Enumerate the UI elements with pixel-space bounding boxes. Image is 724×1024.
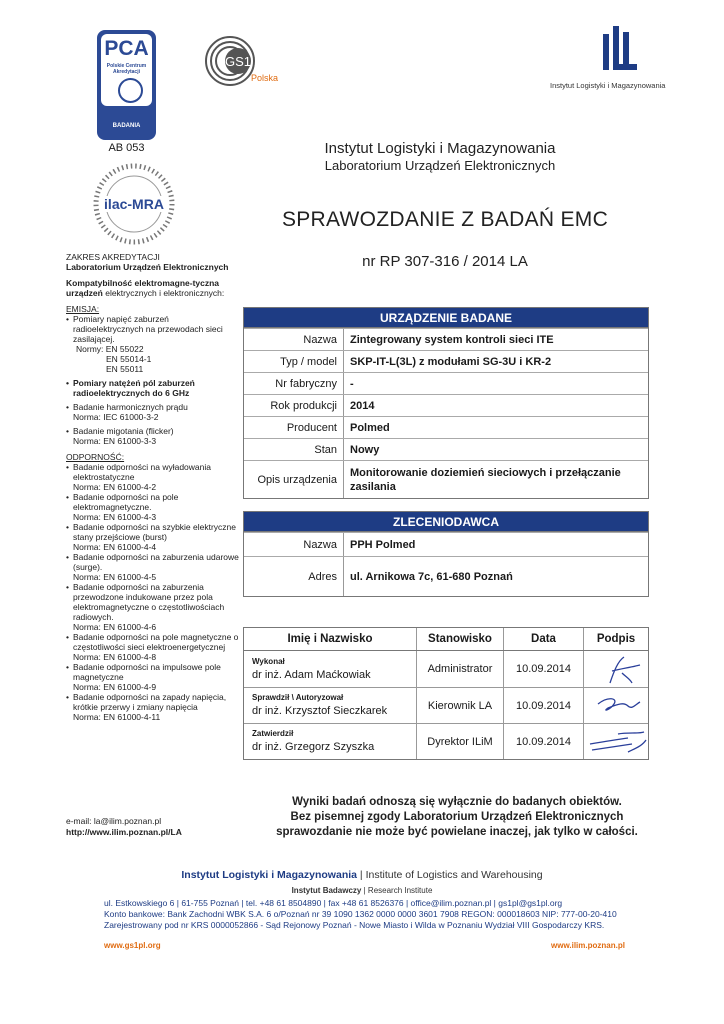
scope-compat [66,278,241,298]
row-label: Producent [244,417,344,438]
pca-badania: BADANIA [112,123,141,129]
role-label: Zatwierdził [252,729,294,738]
table-row [244,350,648,372]
person-cell [244,688,417,723]
list-item [66,426,241,446]
date-cell: 10.09.2014 [504,724,584,759]
immunity-list [66,462,241,722]
norm: Norma: EN 61000-3-3 [73,436,157,446]
footer-address: ul. Estkowskiego 6 | 61-755 Poznań | tel. +48 61 8504890 | fax +48 61 8526376 | office@ilim.poznan.pl | gs1pl@gs1pl.org [104,898,563,908]
note-line: Wyniki badań odnoszą się wyłącznie do badanych obiektów. [292,796,622,808]
header-name: Imię i Nazwisko [244,628,417,650]
scope-compat-bold: Kompatybilność elektromagne-tyczna urządzeń [66,278,220,298]
footer-separator: | [363,886,368,895]
row-value: Nowy [350,443,380,456]
footer-details [104,898,664,931]
list-item [66,552,241,582]
gs1-logo-icon [204,33,264,93]
report-number: nr RP 307-316 / 2014 LA [362,253,528,270]
table-row [244,394,648,416]
device-band: URZĄDZENIE BADANE [244,308,648,328]
footer-type [0,886,724,895]
signature-icon [588,726,648,758]
list-item [66,462,241,492]
immunity-heading: ODPORNOŚĆ: [66,452,125,462]
pca-text: PCA [104,37,149,60]
list-item [66,522,241,552]
row-value: Zintegrowany system kontroli sieci ITE [350,333,554,346]
immunity-item-text: • Badanie odporności na zaburzenia udarowe (surge). [73,552,239,572]
row-label: Adres [244,557,344,596]
header-position: Stanowisko [417,628,504,650]
norm: EN 55014-1 [106,354,152,364]
row-label: Nr fabryczny [244,373,344,394]
table-row [244,460,648,498]
gs1-polska: Polska [251,73,279,83]
signatures-table [243,627,649,760]
ilac-mra-logo-icon [92,162,176,246]
emission-heading: EMISJA: [66,304,100,314]
footer-separator: | [359,869,366,881]
norm: Norma: EN 61000-4-8 [73,652,157,662]
header-date: Data [504,628,584,650]
scope-lab: Laboratorium Urządzeń Elektronicznych [66,262,229,272]
list-item [66,582,241,632]
role-label: Sprawdził \ Autoryzował [252,693,344,702]
row-value: ul. Arnikowa 7c, 61-680 Poznań [350,570,513,583]
list-item [66,692,241,722]
footer-ilim-link[interactable]: www.ilim.poznan.pl [551,941,625,950]
ilim-caption: Instytut Logistyki i Magazynowania [550,81,666,90]
emission-item-text: • Pomiary natężeń pól zaburzeń radioelektrycznych do 6 GHz [73,378,195,398]
list-item [66,492,241,522]
role-label: Wykonał [252,656,285,666]
immunity-item-text: • Badanie odporności na szybkie elektryczne stany przejściowe (burst) [73,522,237,542]
table-row [244,438,648,460]
position-cell: Kierownik LA [417,688,504,723]
footer-institute-en: Institute of Logistics and Warehousing [365,869,543,881]
website-link[interactable]: http://www.ilim.poznan.pl/LA [66,827,182,837]
table-row [244,687,648,723]
row-label: Stan [244,439,344,460]
emission-item-text: • Pomiary napięć zaburzeń radioelektrycznych na przewodach sieci zasilającej. [73,314,223,344]
immunity-item-text: • Badanie odporności na zaburzenia przewodzone indukowane przez pola elektromagnetyczne o częstotliwościach radiowych. [73,582,225,622]
scope-compat-rest: elektrycznych i elektronicznych: [105,288,225,298]
list-item [66,402,241,422]
laboratory-title: Laboratorium Urządzeń Elektronicznych [324,158,556,173]
validity-note [252,795,662,840]
person-cell [244,724,417,759]
emission-list [66,314,241,446]
signature-icon [588,653,644,685]
date-cell: 10.09.2014 [504,651,584,687]
person-name: dr inż. Adam Maćkowiak [252,668,371,681]
row-value: SKP-IT-L(3L) z modułami SG-3U i KR-2 [350,355,552,368]
email-link[interactable]: e-mail: la@ilim.poznan.pl [66,816,162,826]
norm: Norma: EN 61000-4-4 [73,542,157,552]
person-name: dr inż. Grzegorz Szyszka [252,741,375,753]
contact-block [66,816,241,838]
person-name: dr inż. Krzysztof Sieczkarek [252,705,388,717]
table-row [244,723,648,759]
list-item [66,378,241,398]
table-row [244,651,648,687]
pca-badge-icon [118,78,143,103]
norm: EN 55011 [106,364,144,374]
table-row [244,328,648,350]
immunity-item-text: • Badanie odporności na wyładowania elektrostatyczne [73,462,211,482]
footer-registry: Zarejestrowany pod nr KRS 0000052866 - Sąd Rejonowy Poznań - Nowe Miasto i Wilda w Poznaniu Wydział VIII Gospodarczy KRS. [104,920,605,930]
position-cell: Administrator [417,651,504,687]
report-title: SPRAWOZDANIE Z BADAŃ EMC [281,208,609,231]
norm: Normy: EN 55022 [76,344,144,354]
signature-icon [588,690,644,722]
norm: Norma: EN 61000-4-9 [73,682,157,692]
note-line: sprawozdanie nie może być powielane inaczej, jak tylko w całości. [276,826,638,838]
device-table [243,307,649,499]
norm: Norma: EN 61000-4-11 [73,712,161,722]
row-value: - [350,377,354,390]
pca-subtitle: Polskie Centrum Akredytacji [106,63,147,75]
immunity-item-text: • Badanie odporności na pole elektromagnetyczne. [73,492,179,512]
row-value: Polmed [350,421,390,434]
client-band: ZLECENIODAWCA [244,512,648,532]
row-label: Typ / model [244,351,344,372]
footer-institute [0,869,724,881]
footer-bank: Konto bankowe: Bank Zachodni WBK S.A. 6 o/Poznań nr 39 1090 1362 0000 0000 3601 7908 REGON: 000018603 NIP: 777-00-20-410 [104,909,617,919]
emission-item-text: • Badanie harmonicznych prądu [73,402,188,412]
ilim-logo-icon [599,24,639,80]
list-item [66,632,241,662]
date-cell: 10.09.2014 [504,688,584,723]
scope-heading: ZAKRES AKREDYTACJI [66,252,160,262]
row-label: Opis urządzenia [244,461,344,498]
client-table [243,511,649,597]
position-cell: Dyrektor ILiM [417,724,504,759]
footer-gs1-link[interactable]: www.gs1pl.org [104,941,161,950]
norm: Norma: EN 61000-4-2 [73,482,157,492]
list-item [66,662,241,692]
row-value: 2014 [350,399,375,412]
norm: Norma: IEC 61000-3-2 [73,412,159,422]
table-row [244,532,648,556]
norm-list [73,344,241,374]
accreditation-number: AB 053 [108,142,145,154]
emission-item-text: • Badanie migotania (flicker) [73,426,174,436]
norm: Norma: EN 61000-4-5 [73,572,157,582]
immunity-item-text: • Badanie odporności na impulsowe pole magnetyczne [73,662,221,682]
row-value: PPH Polmed [350,538,416,551]
table-row [244,372,648,394]
person-cell [244,651,417,687]
footer-institute-pl: Instytut Logistyki i Magazynowania [181,869,357,881]
row-value: Monitorowanie doziemień sieciowych i przełączanie zasilania [350,466,621,493]
gs1-text: GS1 [224,54,252,69]
norm: Norma: EN 61000-4-6 [73,622,157,632]
row-label: Rok produkcji [244,395,344,416]
accreditation-scope [66,252,241,722]
row-label: Nazwa [244,329,344,350]
table-row [244,556,648,596]
table-header [244,628,648,651]
row-label: Nazwa [244,533,344,556]
note-line: Bez pisemnej zgody Laboratorium Urządzeń Elektronicznych [290,811,624,823]
ilac-text: ilac-MRA [104,196,164,212]
table-row [244,416,648,438]
immunity-item-text: • Badanie odporności na zapady napięcia, krótkie przerwy i zmiany napięcia [73,692,227,712]
signature-cell [584,724,648,759]
header-signature: Podpis [596,633,636,645]
pca-logo [97,30,156,140]
signature-cell [584,688,648,723]
norm: Norma: EN 61000-4-3 [73,512,157,522]
footer-type-en: Research Institute [367,886,433,895]
footer-type-pl: Instytut Badawczy [291,886,362,895]
list-item [66,314,241,374]
signature-rows [244,651,648,759]
signature-cell [584,651,648,687]
immunity-item-text: • Badanie odporności na pole magnetyczne o częstotliwości sieci elektroenergetycznej [73,632,239,652]
institute-title: Instytut Logistyki i Magazynowania [324,140,556,157]
